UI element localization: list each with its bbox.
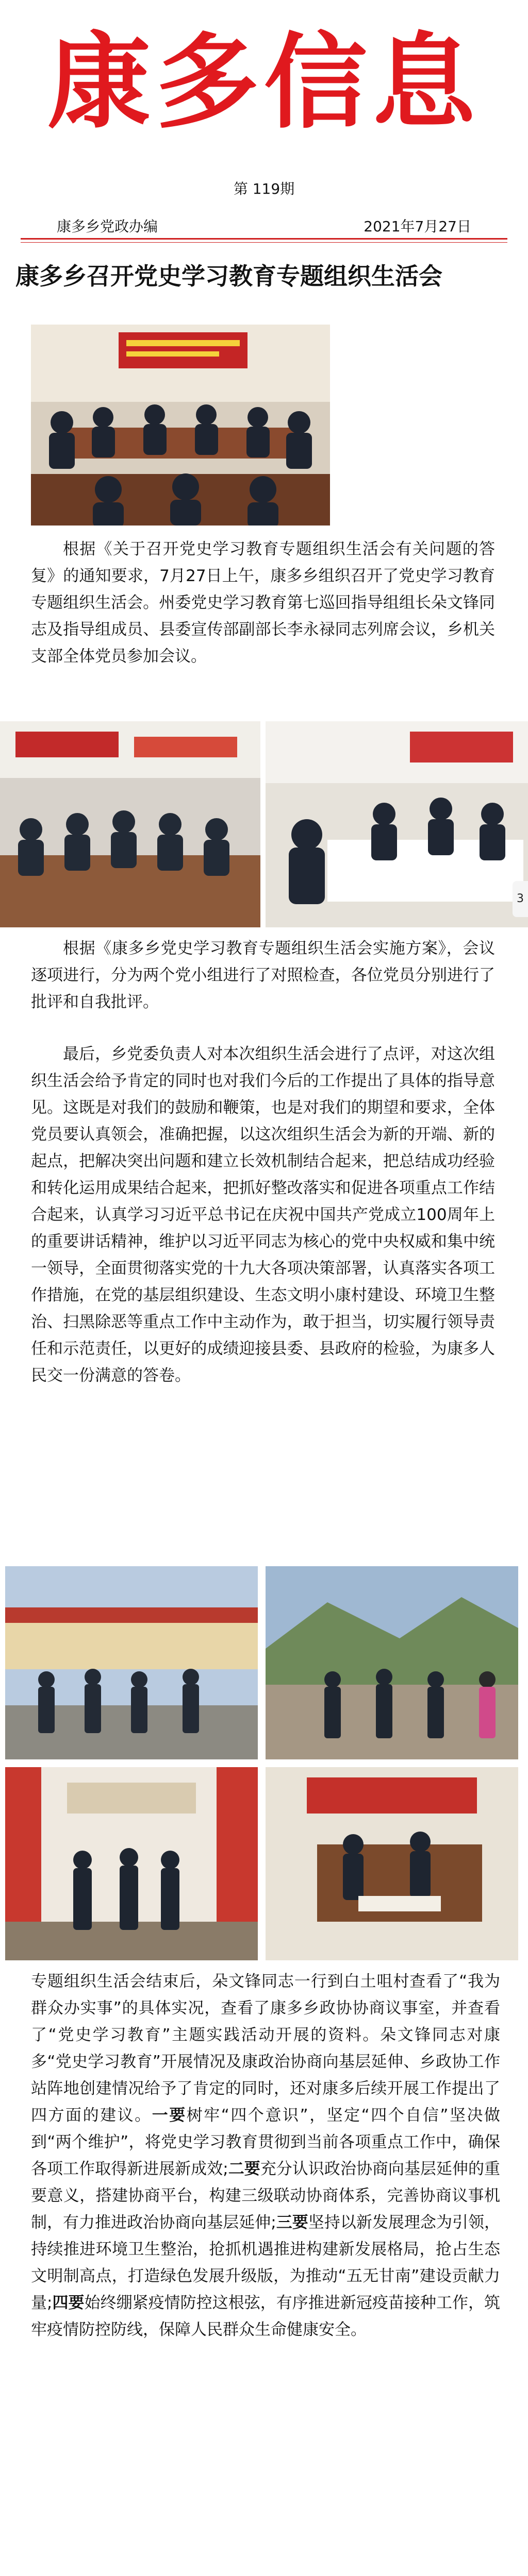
paragraph-3: 最后，乡党委负责人对本次组织生活会进行了点评，对这次组织生活会给予肯定的同时也对我们今后的工作提出了具体的指导意见。这既是对我们的鼓励和鞭策，也是对我们的期望和要求，全体党员要认真领会，准确把握，以这次组织生活会为新的开端、新的起点，把解决突出问题和建立长效机制结合起来，把总结成功经验和转化运用成果结合起来，把抓好整改落实和促进各项重点工作结合起来，认真学习习近平总书记在庆祝中国共产党成立100周年上的重要讲话精神，维护以习近平同志为核心的党中央权威和集中统一领导，全面贯彻落实党的十九大各项决策部署，认真落实各项工作措施，在党的基层组织建设、生态文明小康村建设、环境卫生整治、扫黑除恶等重点工作中主动作为，敢于担当，切实履行领导责任和示范责任，以更好的成绩迎接县委、县政府的检验，为康多人民交一份满意的答卷。 xyxy=(31,1045,495,1385)
point-4-text: 始终绷紧疫情防控这根弦，有序推进新冠疫苗接种工作，筑牢疫情防控防线，保障人民群众生命健康安全。 xyxy=(31,2294,500,2339)
point-4-label: 四要 xyxy=(52,2294,85,2312)
header-rule xyxy=(21,238,507,240)
point-2-label: 二要 xyxy=(228,2160,260,2178)
paragraph-2: 根据《康多乡党史学习教育专题组织生活会实施方案》，会议逐项进行，分为两个党小组进行了对照检查，各位党员分别进行了批评和自我批评。 xyxy=(31,939,495,1011)
paragraph-4-intro: 专题组织生活会结束后，朵文锋同志一行到白土咀村查看了“我为群众办实事”的具体实况，查看了康多乡政协协商议事室，并查看了“党史学习教育”主题实践活动开展的资料。朵文锋同志对康多“党史学习教育”开展情况及康政治协商向基层延伸、乡政协工作站阵地创建情况给予了肯定的同时，还对康多后续开展工作提出了四方面的建议。 xyxy=(31,1972,500,2125)
meeting-photo xyxy=(31,325,330,526)
village-visit-photo-3 xyxy=(5,1767,258,1960)
point-1-label: 一要 xyxy=(152,2106,187,2125)
paragraph-4 xyxy=(31,1968,500,2343)
village-visit-photo-4 xyxy=(266,1767,518,1960)
publisher: 康多乡党政办编 xyxy=(57,218,158,235)
point-1-text: 树牢“四个意识”，坚定“四个自信”坚决做到“两个维护”，将党史学习教育贯彻到当前各项重点工作中，确保各项工作取得新进展新成效; xyxy=(31,2106,500,2178)
point-3-label: 三要 xyxy=(276,2213,308,2232)
issue-number: 第 119期 xyxy=(233,180,295,197)
point-3-text: 坚持以新发展理念为引领，持续推进环境卫生整治，抢抓机遇推进构建新发展格局，抢占生态文明制高点，打造绿色发展升级版，为推动“五无甘南”建设贡献力量; xyxy=(31,2213,501,2312)
header-rule-thin xyxy=(21,242,507,243)
publish-date: 2021年7月27日 xyxy=(364,218,471,235)
article-headline: 康多乡召开党史学习教育专题组织生活会 xyxy=(15,262,442,290)
village-visit-photo-1 xyxy=(5,1566,258,1759)
village-visit-photo-2 xyxy=(266,1566,518,1759)
paragraph-1: 根据《关于召开党史学习教育专题组织生活会有关问题的答复》的通知要求，7月27日上午，康多乡组织召开了党史学习教育专题组织生活会。州委党史学习教育第七巡回指导组组长朵文锋同志及指导组成员、县委宣传部副部长李永禄同志列席会议，乡机关支部全体党员参加会议。 xyxy=(31,540,495,666)
group-meeting-photo-left xyxy=(0,721,260,927)
point-2-text: 充分认识政治协商向基层延伸的重要意义，搭建协商平台，构建三级联动协商体系，完善协商议事机制，有力推进政治协商向基层延伸; xyxy=(31,2160,500,2232)
masthead-title: 康多信息 xyxy=(47,22,481,143)
group-meeting-photo-right xyxy=(266,721,528,927)
page-marker[interactable]: 3 xyxy=(513,881,528,917)
